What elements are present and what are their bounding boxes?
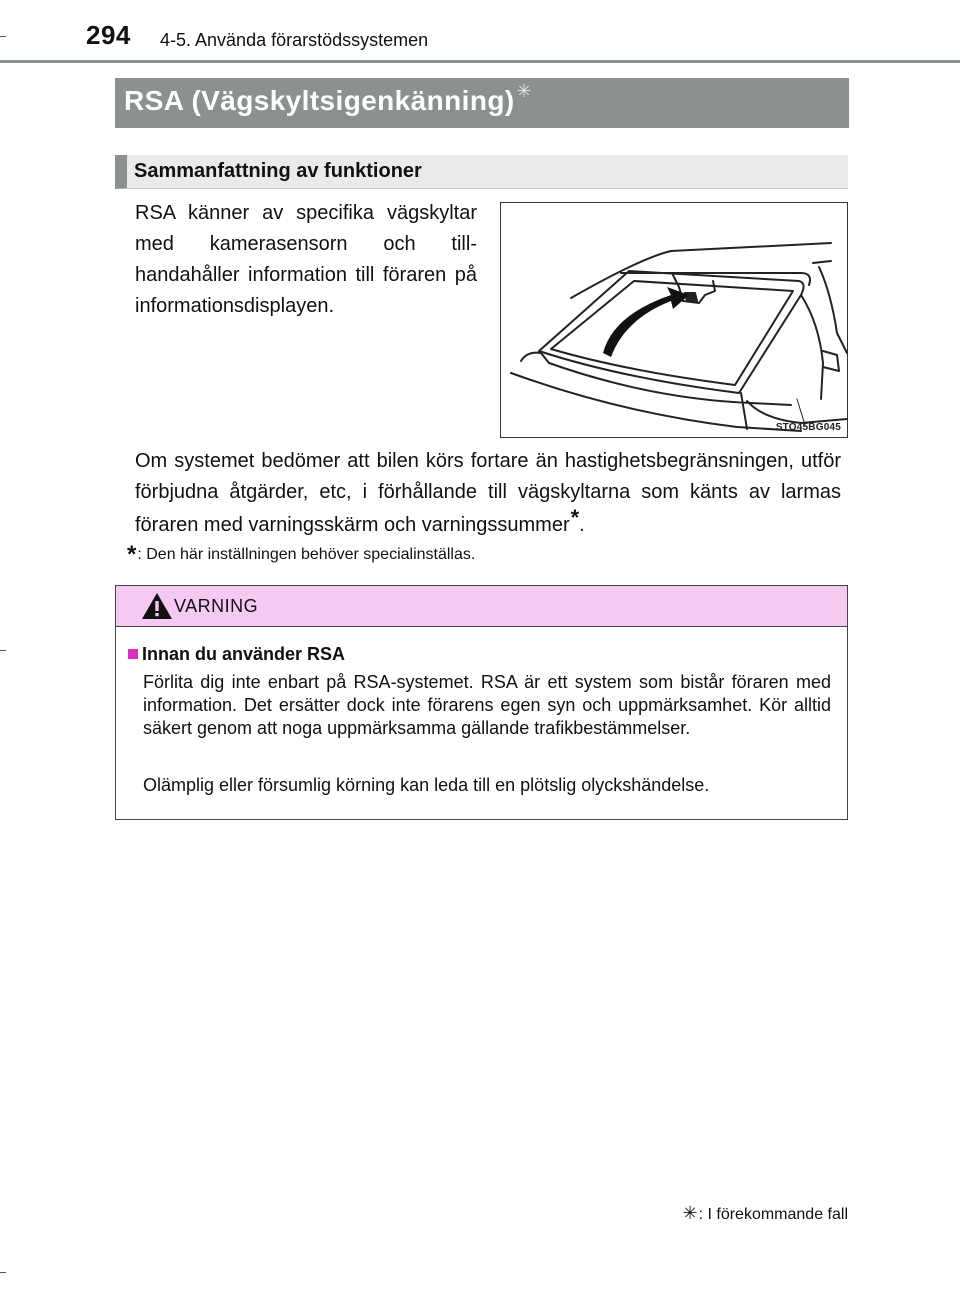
warning-text: Förlita dig inte enbart på RSA-systemet. RSA är ett system som bistår föraren med information. Det ersätter dock inte förarens egen syn och uppmärksamhet. Kör alltid säkert genom att noga uppmärksamma gällande trafikbestämmelser.	[143, 672, 831, 738]
body-period: .	[579, 514, 585, 536]
square-bullet-icon	[128, 649, 138, 659]
crop-mark	[0, 1272, 6, 1273]
warning-text-secondary: Olämplig eller försumlig körning kan leda till en plötslig olyckshändelse.	[143, 775, 710, 795]
asterisk-icon: ✳	[516, 81, 532, 101]
warning-label: VARNING	[174, 596, 259, 616]
crop-mark	[0, 650, 6, 651]
availability-note	[683, 1203, 849, 1224]
warning-header	[116, 586, 847, 627]
page-title: RSA (Vägskyltsigenkänning)	[124, 85, 515, 116]
footnote	[127, 538, 475, 566]
body-text: Om systemet bedömer att bilen körs fortare än hastighetsbegränsningen, utför förbjudna åtgärder, etc, i förhållande till vägskyltarna som känts av larmas föraren med varningsskärm och varningssummer	[135, 450, 841, 536]
header-divider	[0, 60, 960, 63]
figure-code: STO45BG045	[775, 422, 841, 433]
intro-paragraph: RSA känner av specifika vägskyltar med kamerasensorn och tillhandahåller information till föraren på informationsdisplayen.	[135, 202, 477, 317]
body-paragraph	[135, 446, 841, 541]
subsection-title: Sammanfattning av funktioner	[134, 160, 422, 182]
asterisk-icon: ✳	[682, 1203, 698, 1223]
warning-box	[115, 585, 848, 820]
windshield-camera-illustration	[500, 202, 848, 438]
crop-mark	[0, 36, 6, 37]
car-interior-drawing	[501, 203, 847, 437]
warning-triangle-icon	[140, 590, 174, 622]
subsection-bar	[115, 155, 848, 189]
availability-note-text: : I förekommande fall	[698, 1206, 848, 1223]
section-breadcrumb: 4-5. Använda förarstödssystemen	[160, 30, 429, 50]
asterisk-icon: *	[127, 541, 137, 568]
asterisk-icon: *	[570, 505, 580, 530]
footnote-text: : Den här inställningen behöver specialinställas.	[137, 546, 476, 563]
page-title-bar	[115, 78, 849, 128]
warning-heading: Innan du använder RSA	[142, 644, 346, 664]
page-number: 294	[86, 20, 131, 50]
